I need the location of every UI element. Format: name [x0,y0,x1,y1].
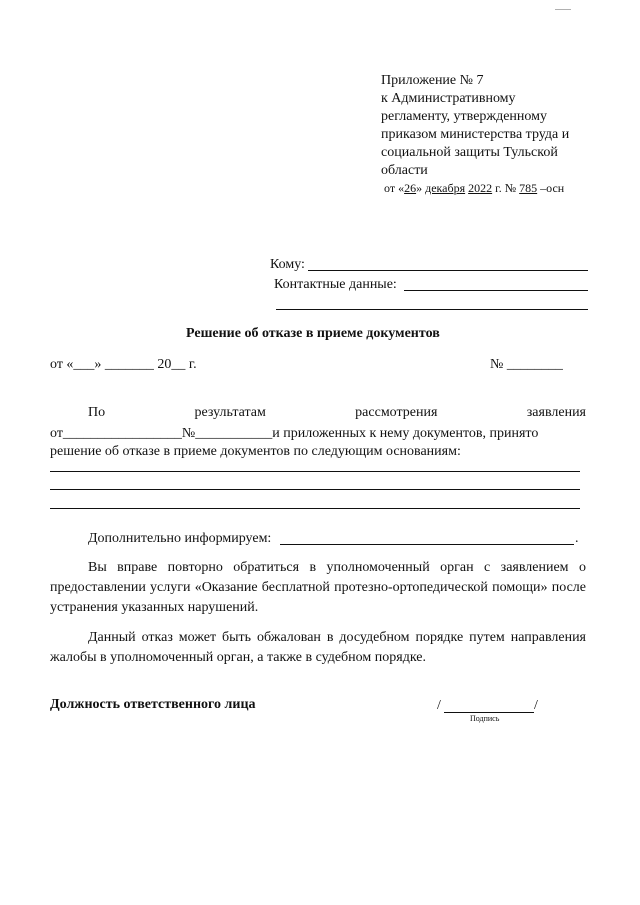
to-field-line[interactable] [308,270,588,271]
order-mid: » [416,181,426,195]
additional-info-line[interactable] [280,544,574,545]
contacts-label: Контактные данные: [274,277,397,292]
signature-slash-left: / [437,698,441,713]
document-title: Решение об отказе в приеме документов [186,326,440,341]
official-position-label: Должность ответственного лица [50,697,256,712]
appendix-line-1: Приложение № 7 [381,73,484,88]
signature-line[interactable] [444,712,534,713]
order-reference [384,181,564,196]
order-month: декабря [425,181,466,195]
appendix-line-2: к Административному [381,91,516,106]
para1-word: результатам [194,405,266,420]
para1-word: заявления [526,405,586,420]
additional-info-label: Дополнительно информируем: [88,531,272,546]
appendix-header [381,72,611,180]
to-label: Кому: [270,257,305,272]
appendix-line-3: регламенту, утвержденному [381,109,547,124]
contacts-field-line-2[interactable] [276,309,588,310]
additional-info-end: . [575,531,579,546]
contacts-field-line[interactable] [404,290,588,291]
signature-slash-right: / [534,698,538,713]
para1-second-line: от_________________№___________и приложенных к нему документов, принято [50,426,539,441]
appendix-line-4: приказом министерства труда и [381,127,570,142]
order-prefix: от « [384,181,405,195]
reason-line-2[interactable] [50,489,580,490]
para1-word: По [88,405,106,420]
order-mid2: г. № [492,181,520,195]
signature-caption: Подпись [470,714,500,723]
order-number: 785 [519,181,538,195]
scan-mark [555,9,571,10]
decision-date: от «___» _______ 20__ г. [50,357,197,372]
reason-line-3[interactable] [50,508,580,509]
appendix-line-5: социальной защиты Тульской [381,145,558,160]
para1-first-line [88,405,586,421]
para1-third-line: решение об отказе в приеме документов по следующим основаниям: [50,444,461,459]
order-day: 26 [404,181,417,195]
appeal-paragraph: Данный отказ может быть обжалован в досудебном порядке путем направления жалобы в уполномоченный орган, а также в судебном порядке. [50,630,586,665]
para1-word: рассмотрения [355,405,438,420]
order-year: 2022 [468,181,493,195]
appendix-line-6: области [381,163,428,178]
decision-number: № ________ [490,357,563,372]
repeat-application-paragraph: Вы вправе повторно обратиться в уполномоченный орган с заявлением о предоставлении услуги «Оказание бесплатной протезно-ортопедической помощи» после устранения указанных нарушений. [50,560,586,615]
order-suffix: –осн [537,181,565,195]
reason-line-1[interactable] [50,471,580,472]
